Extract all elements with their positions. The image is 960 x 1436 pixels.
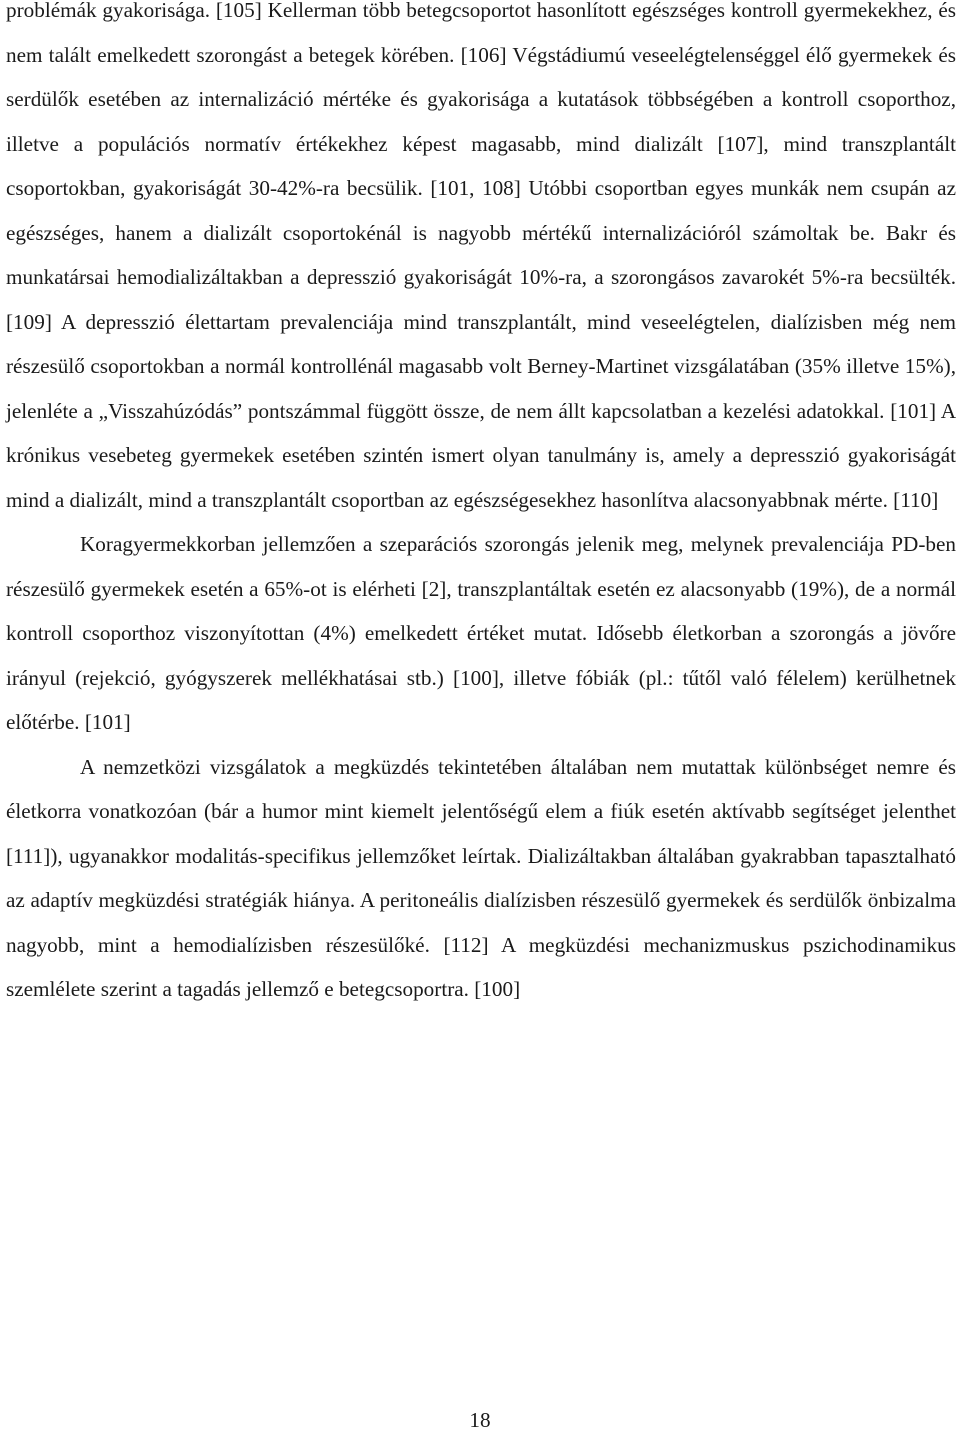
paragraph-coping: A nemzetközi vizsgálatok a megküzdés tekintetében általában nem mutattak különbséget nemre és életkorra vonatkozóan (bár a humor mint kiemelt jelentőségű elem a fiúk esetén aktívabb segítséget jelenthet [111]), ugyanakkor modalitás-specifikus jellemzőket leírtak. Dializáltakban általában gyakrabban tapasztalható az adaptív megküzdési stratégiák hiánya. A peritoneális dialízisben részesülő gyermekek és serdülők önbizalma nagyobb, mint a hemodialízisben részesülőké. [112] A megküzdési mechanizmuskus pszichodinamikus szemlélete szerint a tagadás jellemző e betegcsoportra. [100] bbox=[6, 754, 956, 1001]
paragraph-separation-anxiety: Koragyermekkorban jellemzően a szeparációs szorongás jelenik meg, melynek prevalenciája PD-ben részesülő gyermekek esetén a 65%-ot is elérheti [2], transzplantáltak esetén ez alacsonyabb (19%), de a normál kontroll csoporthoz viszonyítottan (4%) emelkedett értéket mutat. Idősebb életkorban a szorongás a jövőre irányul (rejekció, gyógyszerek mellékhatásai stb.) [100], illetve fóbiák (pl.: tűtől való félelem) kerülhetnek előtérbe. [101] bbox=[6, 532, 956, 734]
page-number: 18 bbox=[469, 1408, 491, 1432]
document-page bbox=[6, 0, 956, 1012]
paragraph-internalization: problémák gyakorisága. [105] Kellerman több betegcsoportot hasonlított egészséges kontroll gyermekekhez, és nem talált emelkedett szorongást a betegek körében. [106] Végstádiumú veseelégtelenséggel élő gyermekek és serdülők esetében az internalizáció mértéke és gyakorisága a kutatások többségében a kontroll csoporthoz, illetve a populációs normatív értékekhez képest magasabb, mind dializált [107], mind transzplantált csoportokban, gyakoriságát 30-42%-ra becsülik. [101, 108] Utóbbi csoportban egyes munkák nem csupán az egészséges, hanem a dializált csoportokénál is nagyobb mértékű internalizációról számoltak be. Bakr és munkatársai hemodializáltakban a depresszió gyakoriságát 10%-ra, a szorongásos zavarokét 5%-ra becsülték. [109] A depresszió élettartam prevalenciája mind transzplantált, mind veseelégtelen, dialízisben még nem részesülő csoportokban a normál kontrollénál magasabb volt Berney-Martinet vizsgálatában (35% illetve 15%), jelenléte a „Visszahúzódás” pontszámmal függött össze, de nem állt kapcsolatban a kezelési adatokkal. [101] A krónikus vesebeteg gyermekek esetében szintén ismert olyan tanulmány is, amely a depresszió gyakoriságát mind a dializált, mind a transzplantált csoportban az egészségesekhez hasonlítva alacsonyabbnak mérte. [110] bbox=[6, 0, 956, 512]
